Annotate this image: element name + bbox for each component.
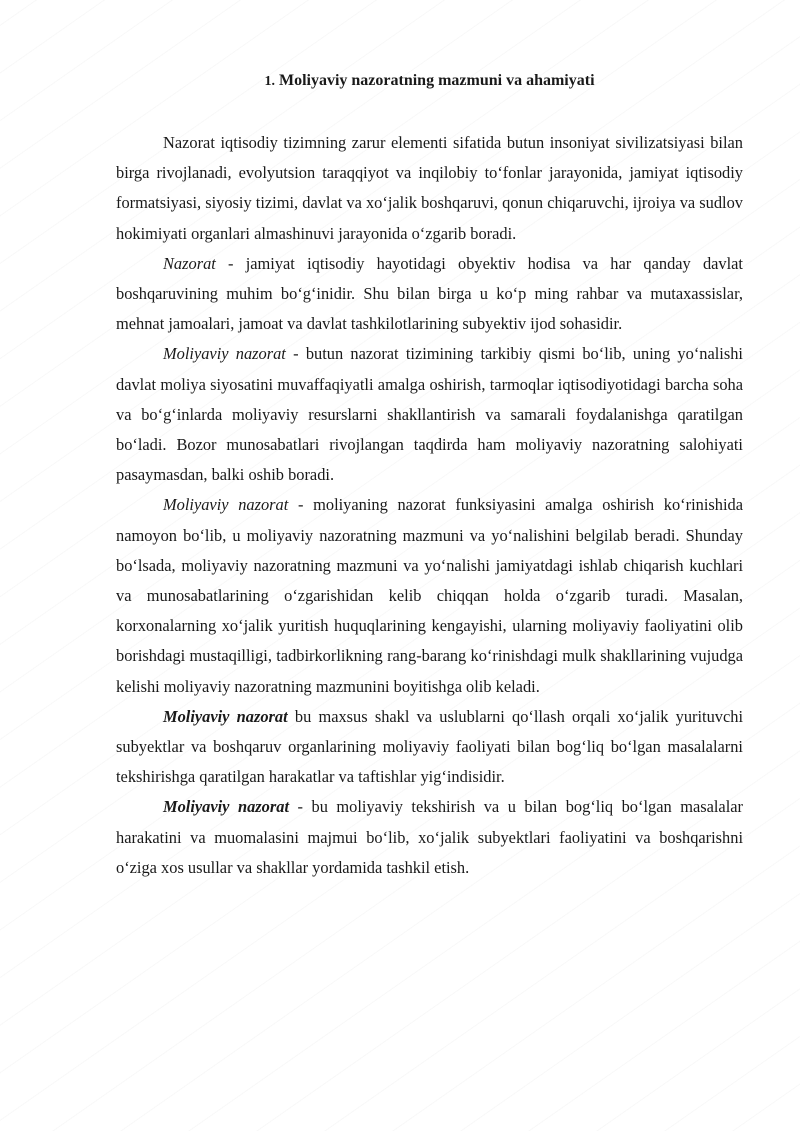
term-lead: Moliyaviy nazorat: [163, 344, 286, 364]
paragraph-text: bu maxsus shakl va uslublarni qo‘llash orqali xo‘jalik yurituvchi subyektlar va boshqaruv organlarining moliyaviy faoliyati bilan bog‘liq bo‘lgan masalalarni tekshirishga qaratilgan harakatlar va taftishlar yig‘indisidir.: [116, 706, 744, 787]
paragraph-text: Nazorat iqtisodiy tizimning zarur elementi sifatida butun insoniyat sivilizatsiyasi bilan birga rivojlanadi, evolyutsion taraqqiyot va inqilobiy to‘fonlar jarayonida, jamiyat iqtisodiy formatsiyasi, siyosiy tizimi, davlat va xo‘jalik boshqaruvi, qonun chiqaruvchi, ijroiya va sudlov hokimiyati organlari almashinuvi jarayonida o‘zgarib boradi.: [116, 133, 743, 243]
section-heading: [116, 72, 743, 90]
paragraph-5: [116, 702, 743, 793]
term-lead: Nazorat: [163, 253, 216, 273]
section-number: 1.: [264, 74, 275, 89]
section-title: Moliyaviy nazoratning mazmuni va ahamiyati: [278, 72, 595, 89]
term-lead-bold: Moliyaviy nazorat: [163, 706, 288, 726]
document-page: [116, 72, 743, 883]
paragraph-6: [116, 792, 743, 883]
paragraph-1: [116, 128, 743, 249]
paragraph-text: - moliyaning nazorat funksiyasini amalga oshirish ko‘rinishida namoyon bo‘lib, u moliyaviy nazoratning mazmuni va yo‘nalishini belgilab beradi. Shunday bo‘lsada, moliyaviy nazoratning mazmuni va yo‘nalishi jamiyatdagi ishlab chiqarish kuchlari va munosabatlarining o‘zgarishidan kelib chiqqan holda o‘zgarib turadi. Masalan, korxonalarning xo‘jalik yuritish huquqlarining kengayishi, ularning moliyaviy faoliyatini olib borishdagi mustaqilligi, tadbirkorlikning rang-barang ko‘rinishdagi mulk shakllarining vujudga kelishi moliyaviy nazoratning mazmunini boyitishga olib keladi.: [116, 495, 743, 696]
term-lead-bold: Moliyaviy nazorat: [163, 797, 289, 817]
paragraph-4: [116, 490, 743, 701]
paragraph-2: [116, 249, 743, 340]
paragraph-text: - jamiyat iqtisodiy hayotidagi obyektiv hodisa va har qanday davlat boshqaruvining muhim bo‘g‘inidir. Shu bilan birga u ko‘p ming rahbar va mutaxassislar, mehnat jamoalari, jamoat va davlat tashkilotlarining subyektiv ijod sohasidir.: [116, 253, 743, 334]
term-lead: Moliyaviy nazorat: [163, 495, 289, 515]
paragraph-text: - butun nazorat tizimining tarkibiy qismi bo‘lib, uning yo‘nalishi davlat moliya siyosatini muvaffaqiyatli amalga oshirish, tarmoqlar iqtisodiyotidagi barcha soha va bo‘g‘inlarda moliyaviy resurslarni shakllantirish va samarali foydalanishga qaratilgan bo‘ladi. Bozor munosabatlari rivojlangan taqdirda ham moliyaviy nazoratning salohiyati pasaymasdan, balki oshib boradi.: [116, 344, 743, 485]
paragraph-3: [116, 339, 743, 490]
paragraph-text: - bu moliyaviy tekshirish va u bilan bog‘liq bo‘lgan masalalar harakatini va muomalasini majmui bo‘lib, xo‘jalik subyektlari faoliyatini va boshqarishni o‘ziga xos usullar va shakllar yordamida tashkil etish.: [116, 797, 743, 877]
